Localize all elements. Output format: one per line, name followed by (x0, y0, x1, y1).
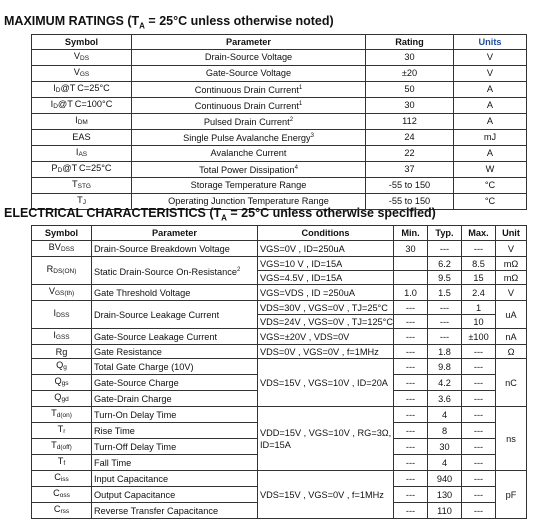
table-row (32, 257, 527, 271)
symbol-cell (32, 130, 132, 146)
symbol-cell (32, 178, 132, 194)
symbol-subscript: DM (77, 119, 88, 126)
symbol-text: EAS (72, 132, 91, 142)
table-row (32, 130, 527, 146)
symbol-cell (32, 98, 132, 114)
symbol-condition: @T C=25°C (62, 163, 112, 173)
min-cell: --- (394, 301, 428, 315)
column-header: Unit (496, 226, 527, 241)
typ-cell: 4 (428, 407, 462, 423)
rating-cell: 37 (366, 162, 454, 178)
parameter-cell (92, 503, 258, 519)
parameter-cell (92, 439, 258, 455)
symbol-subscript: d(on) (56, 412, 72, 419)
parameter-text: Gate Threshold Voltage (94, 287, 191, 298)
conditions-text: VDS=15V , VGS=10V , ID=20A (260, 377, 388, 388)
max-cell: --- (462, 455, 496, 471)
unit-cell: nC (496, 359, 527, 407)
symbol-text: I (75, 115, 78, 125)
symbol-text: P (51, 163, 58, 173)
unit-cell: Ω (496, 345, 527, 359)
symbol-text: V (73, 67, 80, 77)
min-cell: --- (394, 423, 428, 439)
symbol-cell (32, 407, 92, 423)
conditions-cell (258, 329, 394, 345)
symbol-subscript: DS (80, 55, 90, 62)
symbol-subscript: d(off) (56, 444, 72, 451)
symbol-cell (32, 285, 92, 301)
symbol-cell (32, 329, 92, 345)
column-header: Conditions (258, 226, 394, 241)
note-superscript: 1 (298, 101, 303, 107)
unit-cell: °C (454, 178, 527, 194)
symbol-text: T (57, 456, 64, 466)
symbol-text: BV (48, 242, 61, 252)
note-superscript: 2 (236, 266, 241, 273)
unit-cell: ns (496, 407, 527, 471)
unit-cell: uA (496, 301, 527, 329)
note-superscript: 3 (310, 133, 314, 139)
parameter-cell (132, 50, 366, 66)
unit-cell: mΩ (496, 257, 527, 271)
min-cell: 1.0 (394, 285, 428, 301)
parameter-cell (92, 359, 258, 375)
parameter-cell (132, 162, 366, 178)
symbol-cell (32, 146, 132, 162)
column-header: Rating (366, 35, 454, 50)
table-row (32, 178, 527, 194)
symbol-cell (32, 359, 92, 375)
unit-cell: °C (454, 194, 527, 210)
parameter-cell (92, 329, 258, 345)
unit-cell: A (454, 98, 527, 114)
parameter-cell (92, 241, 258, 257)
rating-cell: ±20 (366, 66, 454, 82)
typ-cell: 30 (428, 439, 462, 455)
symbol-text: I (50, 99, 54, 109)
rating-cell: 22 (366, 146, 454, 162)
min-cell (394, 257, 428, 271)
max-cell: --- (462, 241, 496, 257)
symbol-subscript: gs (61, 380, 69, 387)
min-cell: --- (394, 329, 428, 345)
max-cell: --- (462, 439, 496, 455)
parameter-cell (132, 146, 366, 162)
electrical-characteristics-table (31, 225, 527, 519)
parameter-text: Gate-Source Charge (94, 377, 179, 388)
symbol-subscript: D (53, 103, 58, 110)
parameter-text: Operating Junction Temperature Range (168, 196, 329, 206)
symbol-cell (32, 391, 92, 407)
max-cell: --- (462, 487, 496, 503)
symbol-subscript: iss (60, 476, 69, 483)
unit-cell: A (454, 82, 527, 98)
symbol-cell (32, 345, 92, 359)
parameter-cell (92, 285, 258, 301)
max-cell: --- (462, 391, 496, 407)
symbol-subscript: gd (61, 396, 69, 403)
typ-cell: --- (428, 301, 462, 315)
conditions-text: VDD=15V , VGS=10V , RG=3Ω, (260, 427, 392, 438)
symbol-subscript: STG (77, 183, 91, 190)
parameter-cell (132, 178, 366, 194)
max-cell: 10 (462, 315, 496, 329)
max-cell: --- (462, 359, 496, 375)
parameter-cell (132, 114, 366, 130)
parameter-text: Gate-Source Leakage Current (94, 331, 218, 342)
unit-cell: V (454, 66, 527, 82)
parameter-text: Turn-Off Delay Time (94, 441, 177, 452)
symbol-text: T (77, 195, 83, 205)
parameter-text: Pulsed Drain Current (203, 117, 290, 127)
parameter-cell (92, 487, 258, 503)
typ-cell: 1.8 (428, 345, 462, 359)
note-superscript: 4 (294, 165, 298, 171)
conditions-cell (258, 345, 394, 359)
conditions-text: VDS=30V , VGS=0V , TJ=25°C (260, 302, 388, 313)
note-superscript: 1 (298, 85, 303, 91)
unit-cell: pF (496, 471, 527, 519)
table-row (32, 359, 527, 375)
rating-cell: 30 (366, 98, 454, 114)
rating-cell: 112 (366, 114, 454, 130)
typ-cell: 8 (428, 423, 462, 439)
parameter-text: Single Pulse Avalanche Energy (183, 133, 311, 143)
table-row (32, 50, 527, 66)
parameter-text: Drain-Source Leakage Current (94, 309, 220, 320)
conditions-text: VGS=0V , ID=250uA (260, 243, 345, 254)
symbol-subscript: D (55, 87, 61, 94)
parameter-text: Total Power Dissipation (199, 165, 295, 175)
symbol-text: T (51, 408, 57, 418)
typ-cell: --- (428, 329, 462, 345)
typ-cell: 940 (428, 471, 462, 487)
max-cell: --- (462, 471, 496, 487)
symbol-text: Q (54, 376, 62, 386)
conditions-text: VGS=VDS , ID =250uA (260, 287, 355, 298)
symbol-subscript: GSS (55, 334, 70, 341)
max-cell: 8.5 (462, 257, 496, 271)
symbol-subscript: g (63, 364, 67, 371)
parameter-cell (92, 345, 258, 359)
typ-cell: 1.5 (428, 285, 462, 301)
symbol-text: T (72, 179, 78, 189)
rating-cell: -55 to 150 (366, 194, 454, 210)
typ-cell: 3.6 (428, 391, 462, 407)
symbol-text: I (75, 147, 79, 157)
conditions-cell (258, 359, 394, 407)
symbol-subscript: r (63, 428, 66, 435)
symbol-text: Q (56, 360, 64, 370)
rating-cell: 30 (366, 50, 454, 66)
table-row (32, 407, 527, 423)
typ-cell: 9.5 (428, 271, 462, 285)
symbol-cell (32, 471, 92, 487)
parameter-text: Output Capacitance (94, 489, 176, 500)
symbol-cell (32, 82, 132, 98)
parameter-cell (92, 471, 258, 487)
column-header: Parameter (92, 226, 258, 241)
parameter-text: Gate-Source Voltage (205, 68, 292, 78)
symbol-text: Q (54, 392, 62, 402)
symbol-cell (32, 162, 132, 178)
parameter-text: Turn-On Delay Time (94, 409, 177, 420)
parameter-text: Storage Temperature Range (190, 180, 307, 190)
column-header: Max. (462, 226, 496, 241)
conditions-text: VDS=15V , VGS=0V , f=1MHz (260, 489, 384, 500)
typ-cell: --- (428, 315, 462, 329)
conditions-cell (258, 271, 394, 285)
column-header: Typ. (428, 226, 462, 241)
max-cell: 2.4 (462, 285, 496, 301)
symbol-cell (32, 503, 92, 519)
symbol-condition: @T C=25°C (60, 83, 110, 93)
min-cell: --- (394, 315, 428, 329)
symbol-subscript: D (57, 167, 63, 174)
max-cell: --- (462, 503, 496, 519)
column-header: Units (454, 35, 527, 50)
min-cell: --- (394, 439, 428, 455)
symbol-text: V (48, 286, 55, 296)
parameter-text: Drain-Source Breakdown Voltage (94, 243, 230, 254)
parameter-text: Rise Time (94, 425, 135, 436)
symbol-cell (32, 455, 92, 471)
table-row (32, 114, 527, 130)
max-cell: 15 (462, 271, 496, 285)
conditions-cell (258, 407, 394, 471)
unit-cell: nA (496, 329, 527, 345)
note-superscript: 2 (289, 117, 294, 123)
parameter-cell (132, 130, 366, 146)
max-cell: 1 (462, 301, 496, 315)
table-header-row (32, 35, 527, 50)
parameter-cell (132, 82, 366, 98)
parameter-text: Gate-Drain Charge (94, 393, 172, 404)
min-cell: --- (394, 345, 428, 359)
conditions-text: VDS=0V , VGS=0V , f=1MHz (260, 346, 379, 357)
table-row (32, 285, 527, 301)
parameter-cell (92, 391, 258, 407)
conditions-text: VGS=±20V , VDS=0V (260, 331, 350, 342)
min-cell: --- (394, 455, 428, 471)
parameter-text: Continuous Drain Current (194, 85, 299, 95)
conditions-cell (258, 241, 394, 257)
conditions-cell (258, 301, 394, 315)
symbol-text: C (53, 504, 61, 514)
symbol-cell (32, 375, 92, 391)
symbol-subscript: DSS (60, 246, 75, 253)
max-cell: --- (462, 423, 496, 439)
parameter-cell (92, 455, 258, 471)
conditions-cell (258, 257, 394, 271)
unit-cell: mΩ (496, 271, 527, 285)
parameter-cell (92, 407, 258, 423)
max-cell: --- (462, 375, 496, 391)
min-cell: 30 (394, 241, 428, 257)
symbol-text: C (53, 488, 60, 498)
min-cell: --- (394, 407, 428, 423)
column-header: Parameter (132, 35, 366, 50)
parameter-text: Total Gate Charge (10V) (94, 361, 194, 372)
max-cell: ±100 (462, 329, 496, 345)
typ-cell: 130 (428, 487, 462, 503)
symbol-cell (32, 487, 92, 503)
symbol-cell (32, 439, 92, 455)
min-cell: --- (394, 471, 428, 487)
table-row (32, 162, 527, 178)
min-cell: --- (394, 487, 428, 503)
symbol-text: T (57, 424, 64, 434)
conditions-text: VDS=24V , VGS=0V , TJ=125°C (260, 316, 393, 327)
min-cell (394, 271, 428, 285)
symbol-cell (32, 50, 132, 66)
symbol-subscript: AS (78, 151, 88, 158)
symbol-subscript: DS(ON) (53, 268, 77, 275)
symbol-cell (32, 114, 132, 130)
symbol-subscript: f (63, 460, 66, 467)
parameter-cell (92, 301, 258, 329)
parameter-text: Continuous Drain Current (194, 101, 299, 111)
symbol-subscript: J (82, 199, 86, 206)
symbol-subscript: DSS (56, 312, 70, 319)
column-header: Min. (394, 226, 428, 241)
parameter-text: Fall Time (94, 457, 132, 468)
table-row (32, 345, 527, 359)
table-row (32, 66, 527, 82)
column-header: Symbol (32, 226, 92, 241)
parameter-text: Drain-Source Voltage (204, 52, 293, 62)
unit-cell: V (454, 50, 527, 66)
table-row (32, 82, 527, 98)
typ-cell: 6.2 (428, 257, 462, 271)
symbol-cell (32, 301, 92, 329)
typ-cell: 9.8 (428, 359, 462, 375)
symbol-subscript: GS(th) (54, 290, 75, 297)
max-cell: --- (462, 345, 496, 359)
conditions-text: VGS=4.5V , ID=15A (260, 272, 343, 283)
symbol-text: R (46, 264, 54, 274)
parameter-cell (132, 66, 366, 82)
conditions-cell (258, 285, 394, 301)
min-cell: --- (394, 375, 428, 391)
table-row (32, 98, 527, 114)
table-header-row (32, 226, 527, 241)
min-cell: --- (394, 503, 428, 519)
min-cell: --- (394, 391, 428, 407)
table-row (32, 301, 527, 315)
unit-cell: V (496, 241, 527, 257)
unit-cell: mJ (454, 130, 527, 146)
symbol-text: I (53, 308, 57, 318)
symbol-text: I (53, 330, 56, 340)
symbol-text: I (53, 83, 56, 93)
maximum-ratings-table (31, 34, 527, 210)
conditions-text-line2: ID=15A (260, 439, 291, 450)
parameter-text: Reverse Transfer Capacitance (94, 505, 219, 516)
symbol-subscript: rss (60, 508, 70, 515)
parameter-cell (92, 423, 258, 439)
max-cell: --- (462, 407, 496, 423)
parameter-cell (92, 257, 258, 285)
symbol-subscript: oss (59, 492, 70, 499)
parameter-cell (92, 375, 258, 391)
rating-cell: 24 (366, 130, 454, 146)
symbol-cell (32, 257, 92, 285)
parameter-text: Avalanche Current (210, 148, 287, 158)
table-row (32, 471, 527, 487)
parameter-text: Gate Resistance (94, 346, 162, 357)
conditions-cell (258, 315, 394, 329)
typ-cell: 110 (428, 503, 462, 519)
parameter-text: Input Capacitance (94, 473, 169, 484)
parameter-cell (132, 98, 366, 114)
rating-cell: -55 to 150 (366, 178, 454, 194)
symbol-text: Rg (55, 346, 68, 357)
symbol-cell (32, 66, 132, 82)
table-row (32, 146, 527, 162)
typ-cell: --- (428, 241, 462, 257)
electrical-characteristics-title: ELECTRICAL CHARACTERISTICS ($T_A = 25^\circ C$ unless otherwise specified) (4, 206, 436, 223)
symbol-subscript: GS (79, 71, 90, 78)
typ-cell: 4.2 (428, 375, 462, 391)
conditions-text: VGS=10 V , ID=15A (260, 258, 343, 269)
unit-cell: A (454, 146, 527, 162)
typ-cell: 4 (428, 455, 462, 471)
min-cell: --- (394, 359, 428, 375)
unit-cell: W (454, 162, 527, 178)
table-row (32, 329, 527, 345)
rating-cell: 50 (366, 82, 454, 98)
table-row (32, 241, 527, 257)
symbol-text: V (73, 51, 81, 61)
symbol-text: T (51, 440, 57, 450)
symbol-condition: @T C=100°C (57, 99, 113, 109)
unit-cell: A (454, 114, 527, 130)
unit-cell: V (496, 285, 527, 301)
symbol-text: C (54, 472, 61, 482)
maximum-ratings-title: MAXIMUM RATINGS ($T_A = 25^\circ C$ unless otherwise noted) (4, 14, 334, 31)
symbol-cell (32, 241, 92, 257)
conditions-cell (258, 471, 394, 519)
column-header: Symbol (32, 35, 132, 50)
symbol-cell (32, 423, 92, 439)
parameter-text: Static Drain-Source On-Resistance (94, 266, 237, 277)
